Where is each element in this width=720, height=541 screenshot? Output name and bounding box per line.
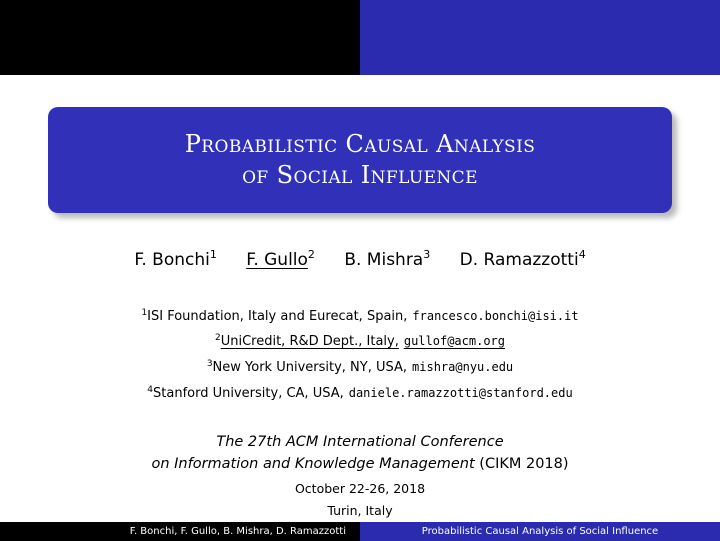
title-box <box>48 107 672 213</box>
affiliation-email: mishra@nyu.edu <box>412 360 514 374</box>
conference-location: Turin, Italy <box>327 503 393 518</box>
affiliation-email: daniele.ramazzotti@stanford.edu <box>348 386 573 400</box>
footer-bar <box>0 522 720 541</box>
author-ramazzotti <box>460 250 586 270</box>
affiliation-text: UniCredit, R&D Dept., Italy, <box>220 334 399 349</box>
footer-authors: F. Bonchi, F. Gullo, B. Mishra, D. Ramazzotti <box>0 522 360 541</box>
top-navigation-bar <box>0 0 720 75</box>
author-name-presenter: F. Gullo <box>246 250 308 270</box>
affiliation-text: ISI Foundation, Italy and Eurecat, Spain, <box>147 309 408 324</box>
conference-dates: October 22-26, 2018 <box>294 481 426 496</box>
affiliation-text: New York University, NY, USA, <box>212 360 408 375</box>
affiliation-mark: 3 <box>206 359 213 369</box>
title-line-2: of Social Influence <box>242 161 478 189</box>
nav-left-panel <box>0 0 360 75</box>
title-line-1: Probabilistic Causal Analysis <box>184 130 536 158</box>
affiliation-mark: 2 <box>214 333 221 343</box>
affiliation-mark: 4 <box>147 385 154 395</box>
author-affiliation-mark: 4 <box>578 248 586 261</box>
author-name: B. Mishra <box>344 250 424 270</box>
conference-line-2 <box>0 456 720 472</box>
conference-acronym: (CIKM 2018) <box>479 456 569 472</box>
affiliation-2 <box>0 334 720 349</box>
affiliation-4 <box>0 386 720 401</box>
author-gullo <box>246 250 315 270</box>
author-name: D. Ramazzotti <box>459 250 579 270</box>
author-affiliation-mark: 2 <box>307 248 315 261</box>
author-mishra <box>344 250 430 270</box>
affiliation-3 <box>0 360 720 375</box>
affiliation-1 <box>0 309 720 324</box>
affiliation-text: Stanford University, CA, USA, <box>153 386 344 401</box>
footer-title: Probabilistic Causal Analysis of Social Influence <box>360 522 720 541</box>
author-affiliation-mark: 1 <box>209 248 217 261</box>
author-name: F. Bonchi <box>134 250 210 270</box>
author-affiliation-mark: 3 <box>423 248 431 261</box>
author-bonchi <box>134 250 217 270</box>
affiliation-email: francesco.bonchi@isi.it <box>412 309 579 323</box>
conference-name-cont: on Information and Knowledge Management <box>151 456 475 472</box>
affiliation-email: gullof@acm.org <box>403 334 506 348</box>
author-list <box>0 250 720 270</box>
nav-right-panel <box>360 0 720 75</box>
conference-line-1 <box>0 434 720 450</box>
conference-name: The 27th ACM International Conference <box>216 434 504 450</box>
affiliation-mark: 1 <box>141 308 148 318</box>
